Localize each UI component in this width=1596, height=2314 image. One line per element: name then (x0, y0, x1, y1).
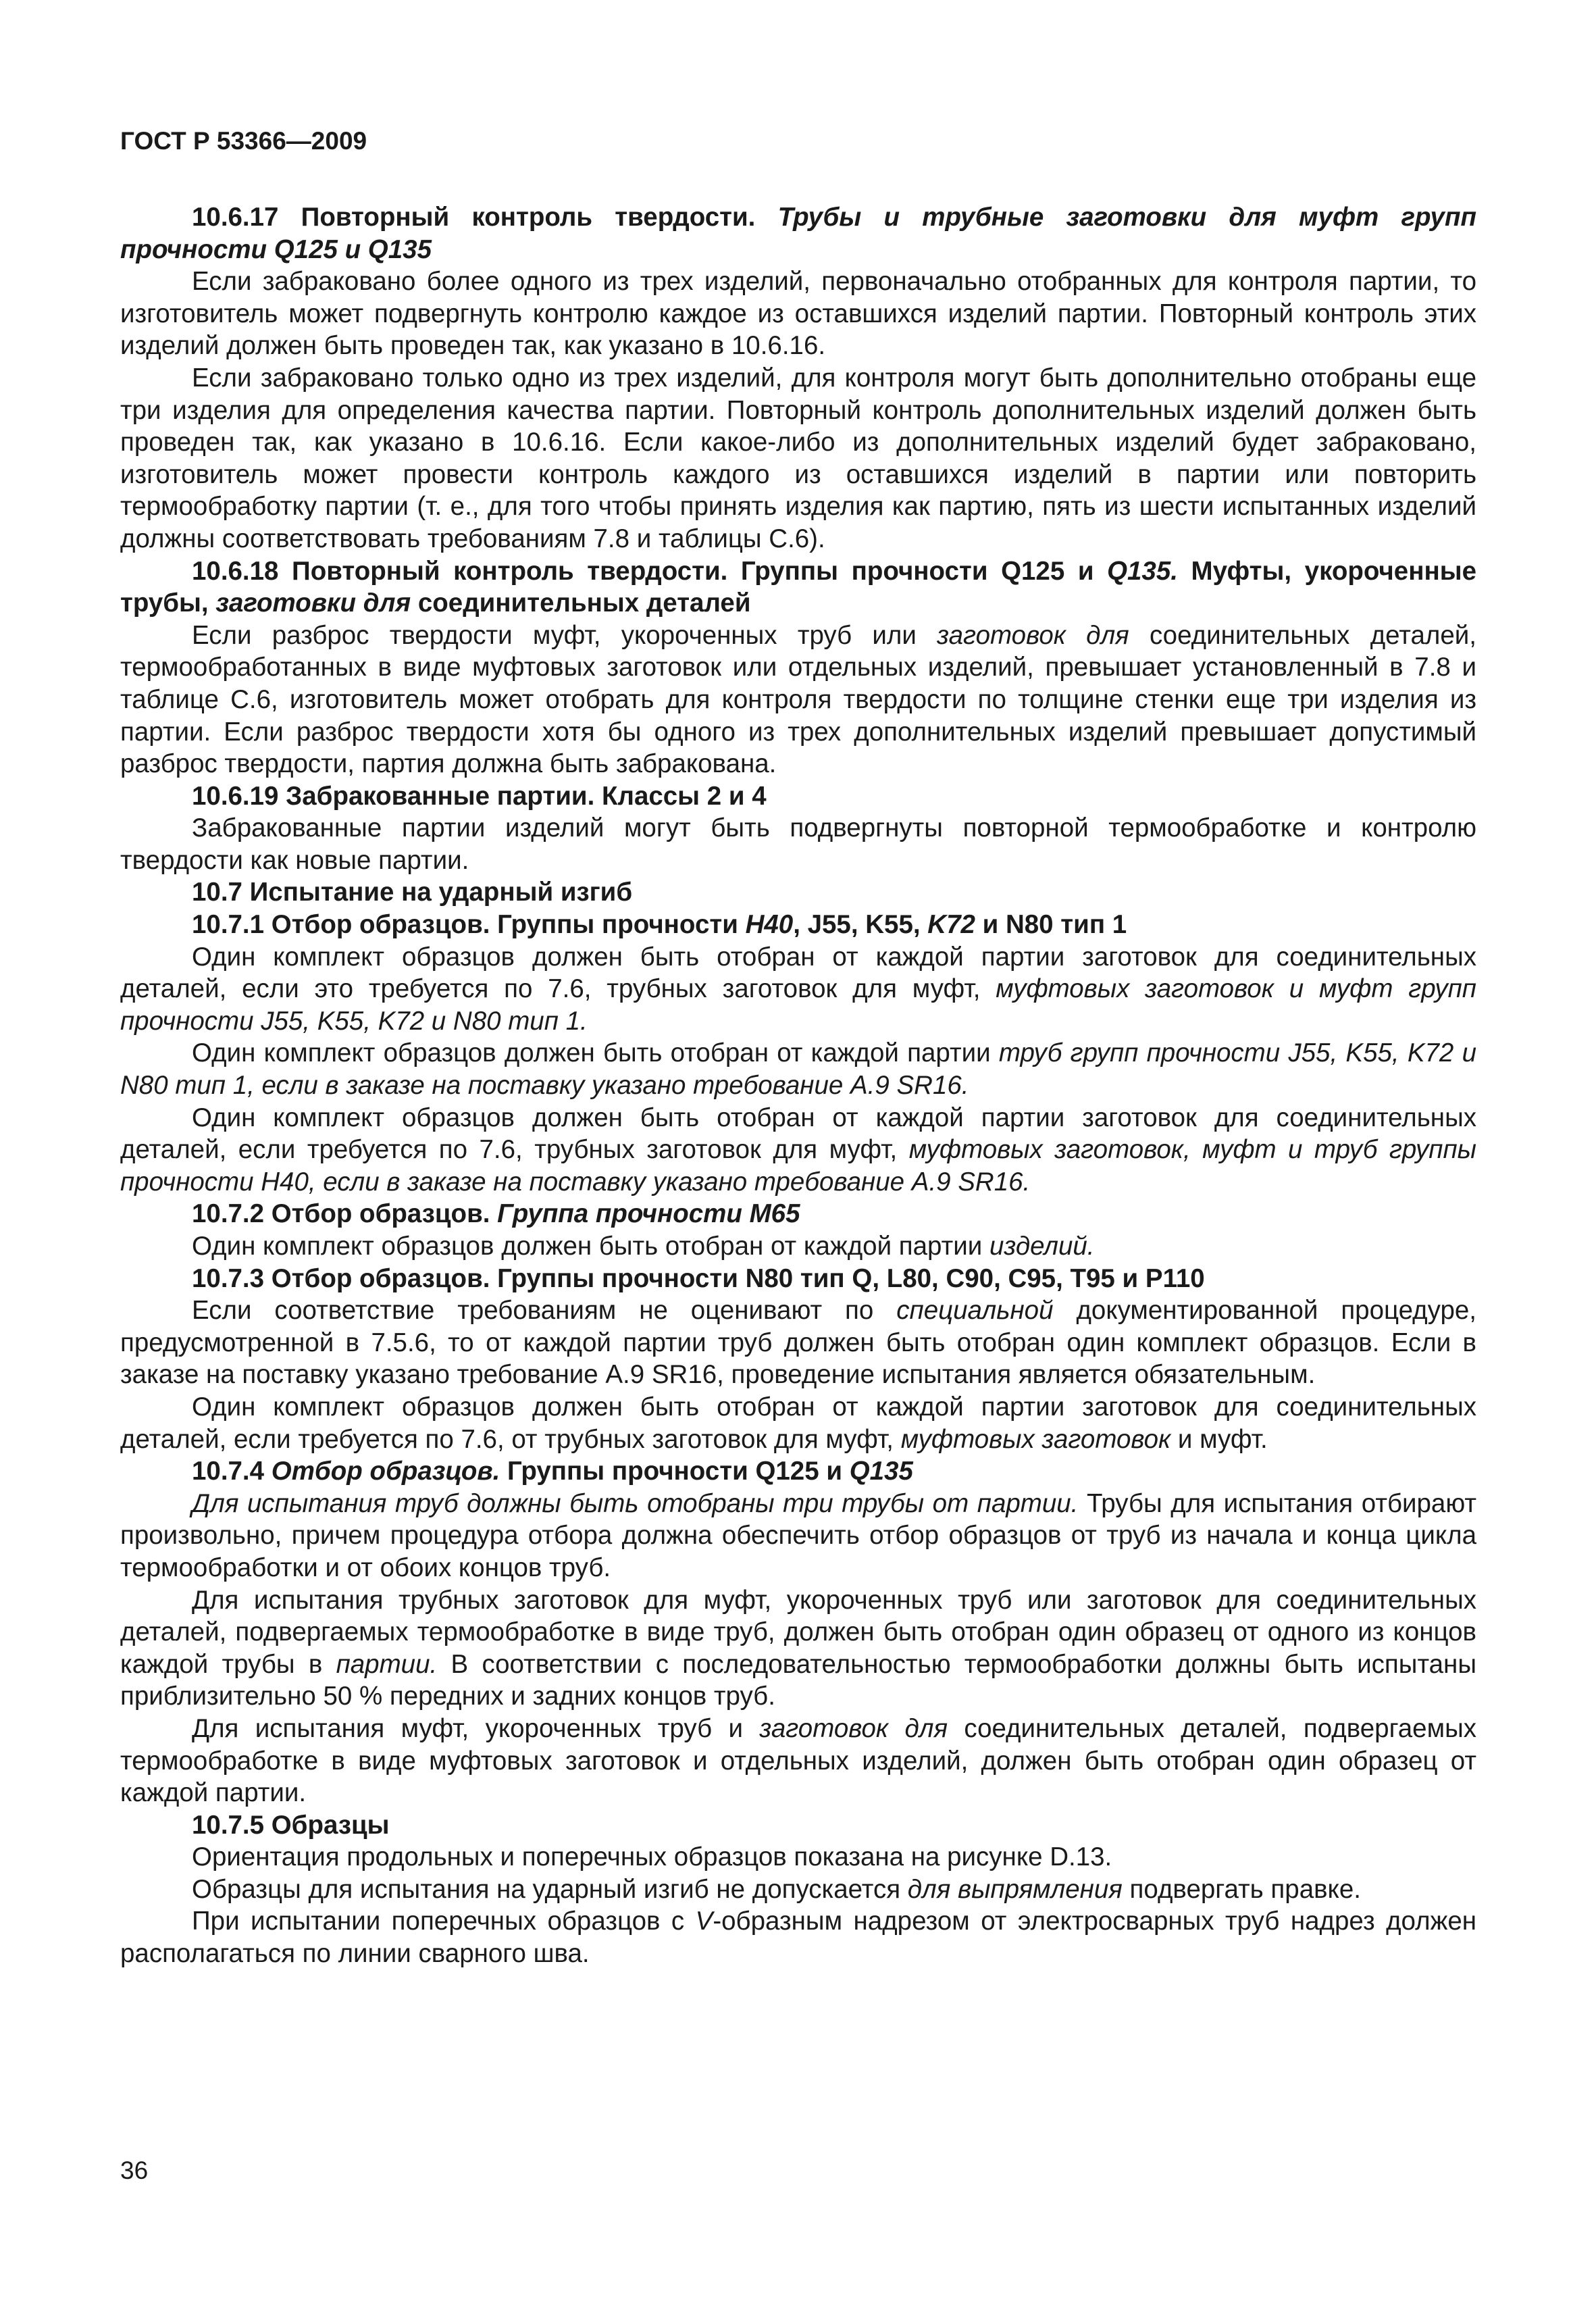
text-run: Забракованные партии изделий могут быть подвергнуты повторной термообработке и контролю твердости как новые партии. (120, 813, 1476, 875)
text-run: Если разброс твердости муфт, укороченных труб или (192, 620, 937, 650)
paragraph (120, 812, 1476, 876)
paragraph (120, 1230, 1476, 1263)
paragraph (120, 1488, 1476, 1584)
text-run: Один комплект образцов должен быть отобран от каждой партии заготовок для соединительных деталей, если требуется по 7.6, от трубных заготовок для муфт, (120, 1392, 1476, 1454)
document-header: ГОСТ Р 53366—2009 (120, 127, 367, 155)
text-run: 10.6.19 Забракованные партии. Классы 2 и 4 (192, 781, 767, 811)
text-run: Один комплект образцов должен быть отобран от каждой партии (192, 1232, 989, 1261)
text-run: Один комплект образцов должен быть отобран от каждой партии заготовок для соединительных деталей, если требуется по 7.6, трубных заготовок для муфт, (120, 1103, 1476, 1165)
text-run: Для испытания трубных заготовок для муфт, укороченных труб или заготовок для соединительных деталей, подвергаемых термообработке в виде труб, должен быть отобран один образец от одного из концов каждой трубы в (120, 1585, 1476, 1679)
paragraph (120, 780, 1476, 813)
paragraph (120, 1713, 1476, 1809)
text-run: соединительных деталей, термообработанных в виде муфтовых заготовок или отдельных изделий, превышает установленный в 7.8 и таблице С.6, изготовитель может отобрать для контроля твердости по толщине стенки еще три изделия из партии. Если разброс твердости хотя бы одного из трех дополнительных изделий превышает допустимый разброс твердости, партия должна быть забракована. (120, 620, 1476, 779)
text-run: , J55, K55, (793, 910, 928, 940)
text-run: Муфты, укороченные трубы, (120, 556, 1476, 618)
text-run: труб групп прочности J55, K55, K72 и N80 тип 1, если в заказе на поставку указано требование А.9 SR16. (120, 1038, 1476, 1101)
paragraph (120, 909, 1476, 941)
text-run: 10.7.5 Образцы (192, 1810, 390, 1840)
text-run: V (695, 1907, 713, 1936)
text-run: заготовок для (937, 620, 1129, 650)
page-number: 36 (120, 2157, 149, 2184)
text-run: 10.7.4 (192, 1457, 272, 1486)
paragraph (120, 941, 1476, 1038)
text-run: Если соответствие требованиям не оценивают по (192, 1296, 897, 1326)
document-body (120, 201, 1476, 1970)
text-run: соединительных деталей (411, 588, 751, 618)
text-run: Один комплект образцов должен быть отобран от каждой партии заготовок для соединительных деталей, если это требуется по 7.6, трубных заготовок для муфт, (120, 942, 1476, 1004)
text-run: подвергать правке. (1122, 1874, 1361, 1904)
text-run: Если забраковано только одно из трех изделий, для контроля могут быть дополнительно отобраны еще три изделия для определения качества партии. Повторный контроль дополнительных изделий должен быть проведен так, как указано в 10.6.16. Если какое-либо из дополнительных изделий будет забраковано, изготовитель может провести контроль каждого из оставшихся изделий в партии или повторить термообработку партии (т. е., для того чтобы принять изделия как партию, пять из шести испытанных изделий должны соответствовать требованиям 7.8 и таблицы С.6). (120, 363, 1476, 553)
text-run: K72 (927, 910, 975, 940)
text-run: и N80 тип 1 (975, 910, 1127, 940)
text-run: В соответствии с последовательностью термообработки должны быть испытаны приблизительно 50 % передних и задних концов труб. (120, 1649, 1476, 1711)
text-run: муфтовых заготовок и муфт групп прочности J55, K55, K72 и N80 тип 1. (120, 974, 1476, 1036)
text-run: Один комплект образцов должен быть отобран от каждой партии (192, 1038, 999, 1068)
paragraph (120, 1263, 1476, 1295)
text-run: Трубы для испытания отбирают произвольно, причем процедура отбора должна обеспечить отбор образцов от труб из начала и конца цикла термообработки и от обоих концов труб. (120, 1488, 1476, 1582)
text-run: документированной процедуре, предусмотренной в 7.5.6, то от каждой партии труб должен быть отобран один комплект образцов. Если в заказе на поставку указано требование А.9 SR16, проведение испытания является обязательным. (120, 1296, 1476, 1390)
paragraph (120, 1809, 1476, 1842)
paragraph (120, 1873, 1476, 1906)
text-run: 10.6.18 Повторный контроль твердости. Группы прочности Q125 и (192, 556, 1108, 586)
paragraph (120, 362, 1476, 555)
text-run: Для испытания муфт, укороченных труб и (192, 1713, 760, 1743)
paragraph (120, 1584, 1476, 1713)
text-run: 10.7.3 Отбор образцов. Группы прочности N80 тип Q, L80, C90, C95, T95 и P110 (192, 1263, 1205, 1293)
text-run: Для испытания труб должны быть отобраны три трубы от партии. (192, 1488, 1079, 1518)
text-run: Q135 (849, 1457, 913, 1486)
paragraph (120, 1391, 1476, 1455)
text-run: Q135. (1107, 556, 1178, 586)
text-run: изделий. (989, 1232, 1095, 1261)
text-run: Отбор образцов. (271, 1457, 500, 1486)
text-run: для выпрямления (907, 1874, 1123, 1904)
paragraph (120, 620, 1476, 780)
text-run: 10.6.17 Повторный контроль твердости. (192, 203, 778, 232)
text-run: муфтовых заготовок (900, 1424, 1171, 1454)
text-run: заготовок для (759, 1713, 948, 1743)
text-run: соединительных деталей, подвергаемых термообработке в виде муфтовых заготовок и отдельных изделий, должен быть отобран один образец от каждой партии. (120, 1713, 1476, 1808)
paragraph (120, 1455, 1476, 1488)
paragraph (120, 1294, 1476, 1391)
paragraph (120, 1841, 1476, 1873)
paragraph (120, 266, 1476, 362)
paragraph (120, 555, 1476, 620)
text-run: H40 (745, 910, 794, 940)
text-run: 10.7.1 Отбор образцов. Группы прочности (192, 910, 746, 940)
text-run: партии. (336, 1649, 438, 1679)
text-run: Трубы и трубные заготовки для муфт групп прочности Q125 и Q135 (120, 203, 1476, 264)
text-run: Если забраковано более одного из трех изделий, первоначально отобранных для контроля партии, то изготовитель может подвергнуть контролю каждое из оставшихся изделий партии. Повторный контроль этих изделий должен быть проведен так, как указано в 10.6.16. (120, 267, 1476, 361)
paragraph (120, 201, 1476, 266)
text-run: Ориентация продольных и поперечных образцов показана на рисунке D.13. (192, 1842, 1112, 1872)
paragraph (120, 1905, 1476, 1969)
paragraph (120, 1102, 1476, 1199)
text-run: -образным надрезом от электросварных труб надрез должен располагаться по линии сварного шва. (120, 1907, 1477, 1969)
paragraph (120, 876, 1476, 909)
text-run: Группа прочности М65 (497, 1199, 800, 1229)
text-run: и муфт. (1170, 1424, 1268, 1454)
text-run: 10.7.2 Отбор образцов. (192, 1199, 498, 1229)
text-run: Группы прочности Q125 и (500, 1457, 850, 1486)
paragraph (120, 1198, 1476, 1230)
text-run: 10.7 Испытание на ударный изгиб (192, 878, 633, 907)
paragraph (120, 1037, 1476, 1101)
text-run: При испытании поперечных образцов с (192, 1907, 696, 1936)
text-run: Образцы для испытания на ударный изгиб не допускается (192, 1874, 908, 1904)
text-run: муфтовых заготовок, муфт и труб группы прочности H40, если в заказе на поставку указано требование А.9 SR16. (120, 1135, 1476, 1197)
text-run: специальной (896, 1296, 1054, 1326)
text-run: заготовки для (215, 588, 411, 618)
